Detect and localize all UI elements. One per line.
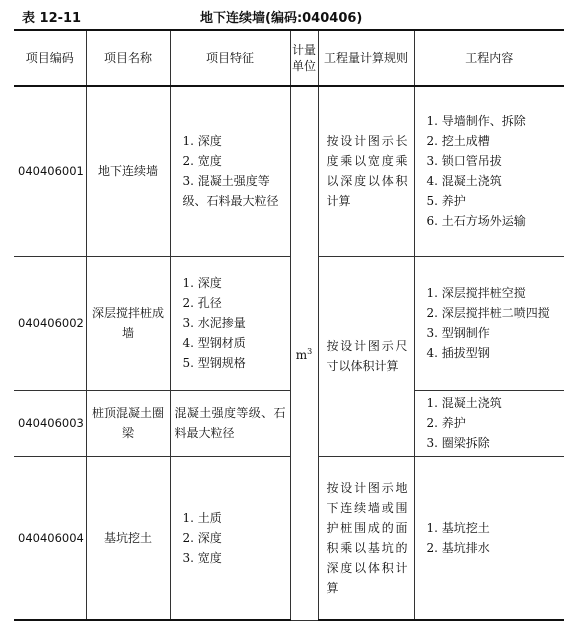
spec-table: [14, 29, 564, 621]
work-content: [414, 456, 564, 620]
header-rule: 工程量计算规则: [318, 30, 414, 86]
header-unit: 计量单位: [290, 30, 318, 86]
feature-item: 2. 孔径: [182, 296, 222, 310]
header-name: 项目名称: [86, 30, 170, 86]
work-content: [414, 390, 564, 456]
content-item: 4. 插拔型钢: [426, 346, 490, 360]
content-item: 3. 圈梁拆除: [426, 436, 490, 450]
content-item: 4. 混凝土浇筑: [426, 174, 502, 189]
item-code: 040406003: [14, 390, 86, 456]
feature-item: 1. 深度: [182, 276, 222, 290]
feature-item: 2. 宽度: [182, 154, 222, 169]
content-item: 3. 型钢制作: [426, 326, 490, 340]
unit-superscript: 3: [307, 346, 313, 356]
content-item: 1. 深层搅拌桩空搅: [426, 286, 526, 300]
item-name: 基坑挖土: [86, 456, 170, 620]
feature-item: 1. 土质: [182, 510, 222, 525]
item-features: 混凝土强度等级、石料最大粒径: [170, 390, 290, 456]
feature-item: 3. 混凝土强度等级、石料最大粒径: [182, 174, 279, 209]
header-row: [14, 30, 564, 86]
content-item: 1. 导墙制作、拆除: [426, 114, 526, 129]
calc-rule: 按设计图示地下连续墙或围护桩围成的面积乘以基坑的深度以体积计算: [318, 456, 414, 620]
feature-item: 5. 型钢规格: [182, 356, 246, 370]
item-name: 深层搅拌桩成墙: [86, 256, 170, 390]
feature-item: 2. 深度: [182, 530, 222, 545]
table-title: 地下连续墙(编码:040406): [200, 11, 363, 26]
header-features: 项目特征: [170, 30, 290, 86]
item-features: [170, 86, 290, 256]
header-code: 项目编码: [14, 30, 86, 86]
content-item: 1. 混凝土浇筑: [426, 396, 502, 410]
content-item: 5. 养护: [426, 194, 466, 209]
item-code: 040406001: [14, 86, 86, 256]
feature-item: 3. 宽度: [182, 550, 222, 565]
content-item: 2. 养护: [426, 416, 466, 430]
work-content: [414, 86, 564, 256]
work-content: [414, 256, 564, 390]
content-item: 2. 挖土成槽: [426, 134, 490, 149]
table-row: [14, 456, 564, 620]
unit-text: m: [295, 347, 308, 362]
calc-rule: 按设计图示长度乘以宽度乘以深度以体积计算: [318, 86, 414, 256]
content-item: 3. 锁口管吊拔: [426, 154, 502, 169]
table-row: [14, 390, 564, 456]
content-item: 2. 基坑排水: [426, 540, 490, 555]
item-code: 040406004: [14, 456, 86, 620]
feature-item: 3. 水泥掺量: [182, 316, 246, 330]
item-name: 桩顶混凝土圈梁: [86, 390, 170, 456]
table-row: [14, 256, 564, 390]
item-features: [170, 256, 290, 390]
table-row: [14, 86, 564, 256]
header-content: 工程内容: [414, 30, 564, 86]
item-features: [170, 456, 290, 620]
unit-cell: [290, 86, 318, 620]
feature-item: 1. 深度: [182, 134, 222, 149]
content-item: 1. 基坑挖土: [426, 520, 490, 535]
content-item: 2. 深层搅拌桩二喷四搅: [426, 306, 550, 320]
table-number: 表 12-11: [22, 11, 82, 26]
content-item: 6. 土石方场外运输: [426, 214, 526, 229]
table-caption: [0, 4, 574, 28]
calc-rule: 按设计图示尺寸以体积计算: [318, 256, 414, 456]
item-code: 040406002: [14, 256, 86, 390]
feature-item: 4. 型钢材质: [182, 336, 246, 350]
item-name: 地下连续墙: [86, 86, 170, 256]
